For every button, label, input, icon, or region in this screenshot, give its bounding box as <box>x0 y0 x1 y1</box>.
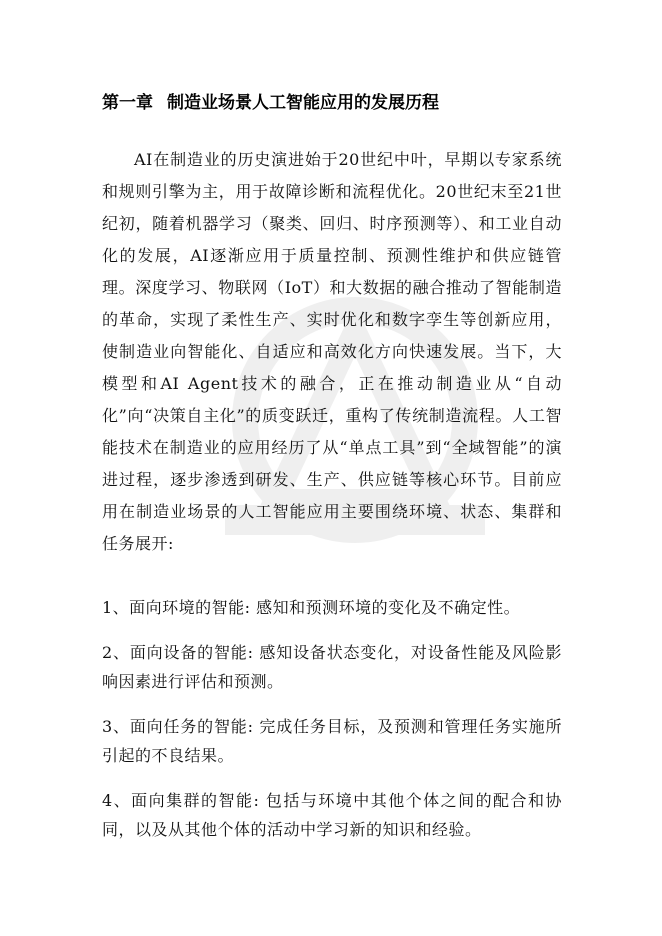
list-item: 2、面向设备的智能: 感知设备状态变化，对设备性能及风险影响因素进行评估和预测。 <box>102 643 562 691</box>
chapter-title-text: 制造业场景人工智能应用的发展历程 <box>167 93 439 113</box>
chapter-heading <box>102 92 439 114</box>
list-item: 1、面向环境的智能: 感知和预测环境的变化及不确定性。 <box>102 598 521 617</box>
chapter-number: 第一章 <box>102 93 153 113</box>
list-item: 3、面向任务的智能: 完成任务目标，及预测和管理任务实施所引起的不良结果。 <box>102 717 562 765</box>
intro-paragraph: AI在制造业的历史演进始于20世纪中叶，早期以专家系统和规则引擎为主，用于故障诊断和流程优化。20世纪末至21世纪初，随着机器学习（聚类、回归、时序预测等）、和工业自动化的发展，AI逐渐应用于质量控制、预测性维护和供应链管理。深度学习、物联网（IoT）和大数据的融合推动了智能制造的革命，实现了柔性生产、实时优化和数字孪生等创新应用，使制造业向智能化、自适应和高效化方向快速发展。当下，大模型和AI Agent技术的融合，正在推动制造业从“自动化”向“决策自主化”的质变跃迁，重构了传统制造流程。人工智能技术在制造业的应用经历了从“单点工具”到“全域智能”的演进过程，逐步渗透到研发、生产、供应链等核心环节。目前应用在制造业场景的人工智能应用主要围绕环境、状态、集群和任务展开: <box>102 150 562 553</box>
list-item: 4、面向集群的智能: 包括与环境中其他个体之间的配合和协同，以及从其他个体的活动中学习新的知识和经验。 <box>102 791 562 839</box>
item-list <box>102 593 562 850</box>
